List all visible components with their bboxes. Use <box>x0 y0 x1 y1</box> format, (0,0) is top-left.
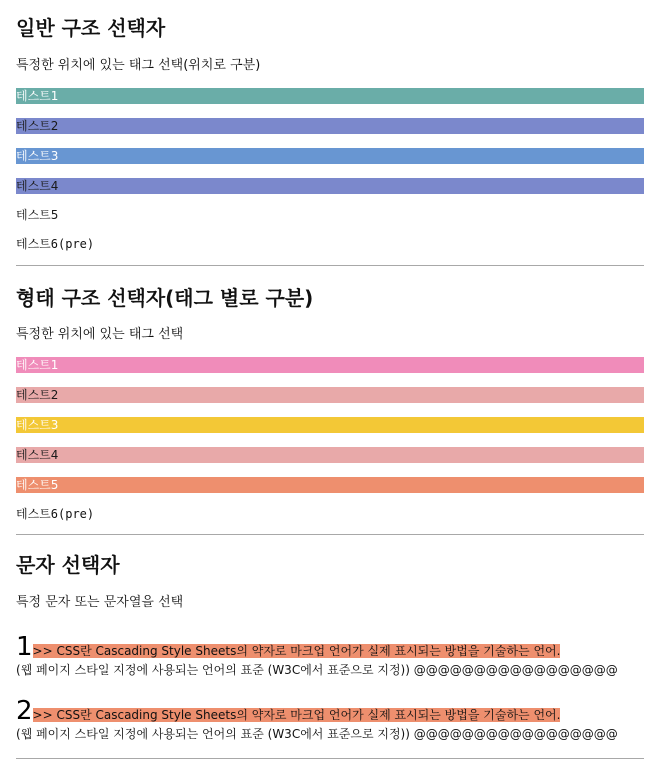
first-line-highlight: >> CSS란 Cascading Style Sheets의 약자로 마크업 언어가 실제 표시되는 방법을 기술하는 언어. <box>32 644 561 658</box>
section2-item-5: 테스트5 <box>16 477 644 493</box>
paragraph-second-line: (웹 페이지 스타일 지정에 사용되는 언어의 표준 (W3C에서 표준으로 지정)) @@@@@@@@@@@@@@@@@ <box>16 663 618 677</box>
first-letter: 1 <box>16 632 33 662</box>
first-letter: 2 <box>16 696 33 726</box>
section1-item-4: 테스트4 <box>16 178 644 194</box>
section2-pre: 테스트6(pre) <box>16 507 95 521</box>
section1-description: 특정한 위치에 있는 태그 선택(위치로 구분) <box>16 58 261 73</box>
section2-item-2: 테스트2 <box>16 387 644 403</box>
section2-description: 특정한 위치에 있는 태그 선택 <box>16 327 184 342</box>
section2-title: 형태 구조 선택자(태그 별로 구분) <box>16 286 314 310</box>
section2-item-1: 테스트1 <box>16 357 644 373</box>
section3-title: 문자 선택자 <box>16 553 120 577</box>
section1-title: 일반 구조 선택자 <box>16 16 166 40</box>
text-paragraph-1 <box>16 632 656 680</box>
paragraph-second-line: (웹 페이지 스타일 지정에 사용되는 언어의 표준 (W3C에서 표준으로 지정)) @@@@@@@@@@@@@@@@@ <box>16 727 618 741</box>
section1-item-3: 테스트3 <box>16 148 644 164</box>
first-line-highlight: >> CSS란 Cascading Style Sheets의 약자로 마크업 언어가 실제 표시되는 방법을 기술하는 언어. <box>32 708 561 722</box>
section1-item-2: 테스트2 <box>16 118 644 134</box>
section1-pre: 테스트6(pre) <box>16 237 95 251</box>
divider-1 <box>16 265 644 266</box>
divider-3 <box>16 758 644 759</box>
section3-description: 특정 문자 또는 문자열을 선택 <box>16 595 184 610</box>
section1-item-5: 테스트5 <box>16 207 644 223</box>
section2-item-3: 테스트3 <box>16 417 644 433</box>
section1-item-1: 테스트1 <box>16 88 644 104</box>
section2-item-4: 테스트4 <box>16 447 644 463</box>
divider-2 <box>16 534 644 535</box>
text-paragraph-2 <box>16 696 656 744</box>
